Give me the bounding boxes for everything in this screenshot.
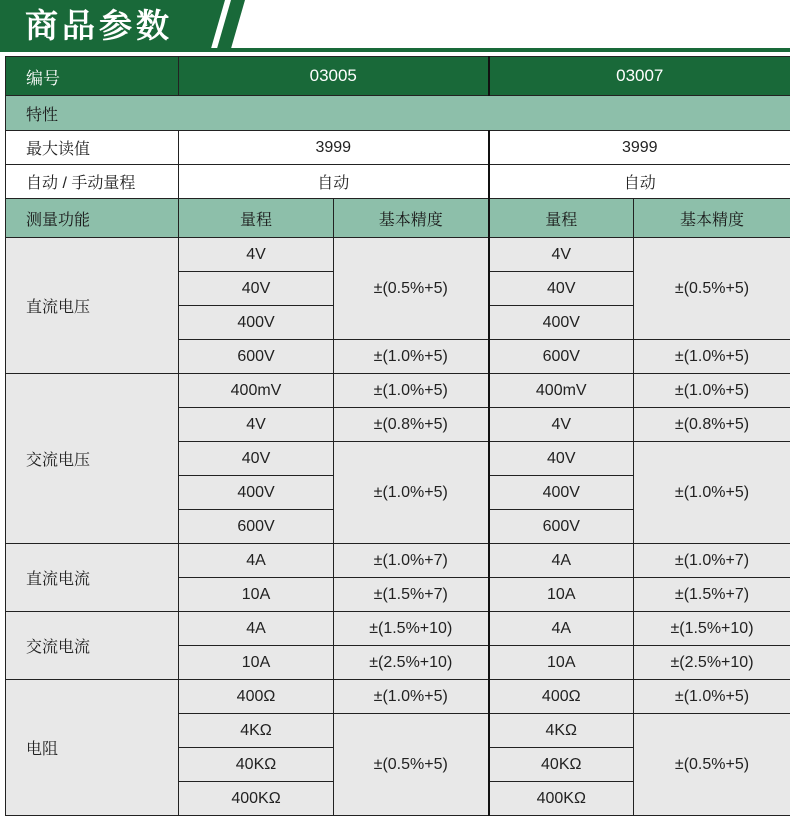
range-cell: 10A bbox=[179, 578, 334, 612]
range-cell: 4KΩ bbox=[489, 714, 634, 748]
range-cell: 400V bbox=[489, 476, 634, 510]
range-cell: 40V bbox=[179, 272, 334, 306]
group-label-dc-current: 直流电流 bbox=[6, 544, 179, 612]
accuracy-cell: ±(1.0%+5) bbox=[334, 680, 489, 714]
group-label-resistance: 电阻 bbox=[6, 680, 179, 816]
range-cell: 400mV bbox=[489, 374, 634, 408]
range-cell: 4A bbox=[489, 544, 634, 578]
range-cell: 400KΩ bbox=[179, 782, 334, 816]
range-cell: 4A bbox=[179, 612, 334, 646]
page-title: 商品参数 bbox=[25, 6, 173, 45]
range-cell: 4A bbox=[489, 612, 634, 646]
table-row bbox=[6, 612, 790, 646]
accuracy-cell: ±(1.0%+7) bbox=[634, 544, 790, 578]
property-value-03007: 3999 bbox=[489, 131, 790, 165]
accuracy-cell: ±(1.0%+5) bbox=[334, 340, 489, 374]
range-cell: 4A bbox=[179, 544, 334, 578]
range-cell: 40KΩ bbox=[489, 748, 634, 782]
group-label-dc-voltage: 直流电压 bbox=[6, 238, 179, 374]
property-label: 最大读值 bbox=[6, 131, 179, 165]
function-header-label: 测量功能 bbox=[6, 199, 179, 238]
accuracy-cell: ±(0.5%+5) bbox=[334, 238, 489, 340]
range-cell: 40V bbox=[179, 442, 334, 476]
range-cell: 400KΩ bbox=[489, 782, 634, 816]
accuracy-cell: ±(1.0%+7) bbox=[334, 544, 489, 578]
banner-underline bbox=[0, 48, 790, 52]
range-cell: 400V bbox=[179, 476, 334, 510]
range-cell: 4V bbox=[179, 238, 334, 272]
range-cell: 4V bbox=[489, 238, 634, 272]
accuracy-cell: ±(0.8%+5) bbox=[634, 408, 790, 442]
range-cell: 600V bbox=[179, 510, 334, 544]
range-cell: 10A bbox=[489, 646, 634, 680]
accuracy-cell: ±(1.0%+5) bbox=[634, 340, 790, 374]
accuracy-header-03007: 基本精度 bbox=[634, 199, 790, 238]
range-cell: 40V bbox=[489, 272, 634, 306]
group-label-ac-current: 交流电流 bbox=[6, 612, 179, 680]
accuracy-cell: ±(0.5%+5) bbox=[634, 714, 790, 816]
range-cell: 10A bbox=[489, 578, 634, 612]
range-cell: 4KΩ bbox=[179, 714, 334, 748]
property-row-max-reading bbox=[6, 131, 790, 165]
range-cell: 400mV bbox=[179, 374, 334, 408]
accuracy-cell: ±(1.5%+7) bbox=[334, 578, 489, 612]
accuracy-header-03005: 基本精度 bbox=[334, 199, 489, 238]
spec-table bbox=[5, 56, 790, 816]
section-label: 特性 bbox=[6, 96, 790, 131]
accuracy-cell: ±(2.5%+10) bbox=[634, 646, 790, 680]
function-header-row bbox=[6, 199, 790, 238]
accuracy-cell: ±(0.5%+5) bbox=[334, 714, 489, 816]
accuracy-cell: ±(1.0%+5) bbox=[634, 680, 790, 714]
accuracy-cell: ±(1.0%+5) bbox=[334, 442, 489, 544]
model-03007: 03007 bbox=[489, 57, 790, 96]
range-cell: 400V bbox=[489, 306, 634, 340]
range-cell: 40V bbox=[489, 442, 634, 476]
accuracy-cell: ±(2.5%+10) bbox=[334, 646, 489, 680]
accuracy-cell: ±(1.5%+10) bbox=[334, 612, 489, 646]
model-header-row bbox=[6, 57, 790, 96]
accuracy-cell: ±(1.0%+5) bbox=[634, 374, 790, 408]
header-label: 编号 bbox=[6, 57, 179, 96]
range-cell: 10A bbox=[179, 646, 334, 680]
accuracy-cell: ±(1.5%+10) bbox=[634, 612, 790, 646]
property-value-03005: 3999 bbox=[179, 131, 489, 165]
property-value-03007: 自动 bbox=[489, 165, 790, 199]
range-cell: 400V bbox=[179, 306, 334, 340]
table-row bbox=[6, 238, 790, 272]
accuracy-cell: ±(1.0%+5) bbox=[634, 442, 790, 544]
group-label-ac-voltage: 交流电压 bbox=[6, 374, 179, 544]
property-value-03005: 自动 bbox=[179, 165, 489, 199]
range-cell: 600V bbox=[179, 340, 334, 374]
section-row bbox=[6, 96, 790, 131]
accuracy-cell: ±(1.0%+5) bbox=[334, 374, 489, 408]
table-row bbox=[6, 374, 790, 408]
property-row-auto-range bbox=[6, 165, 790, 199]
accuracy-cell: ±(1.5%+7) bbox=[634, 578, 790, 612]
property-label: 自动 / 手动量程 bbox=[6, 165, 179, 199]
range-cell: 40KΩ bbox=[179, 748, 334, 782]
model-03005: 03005 bbox=[179, 57, 489, 96]
range-cell: 4V bbox=[489, 408, 634, 442]
accuracy-cell: ±(0.5%+5) bbox=[634, 238, 790, 340]
range-cell: 600V bbox=[489, 340, 634, 374]
table-row bbox=[6, 680, 790, 714]
range-cell: 400Ω bbox=[489, 680, 634, 714]
range-cell: 400Ω bbox=[179, 680, 334, 714]
range-cell: 600V bbox=[489, 510, 634, 544]
range-header-03007: 量程 bbox=[489, 199, 634, 238]
accuracy-cell: ±(0.8%+5) bbox=[334, 408, 489, 442]
range-cell: 4V bbox=[179, 408, 334, 442]
title-banner bbox=[0, 0, 790, 52]
table-row bbox=[6, 544, 790, 578]
range-header-03005: 量程 bbox=[179, 199, 334, 238]
